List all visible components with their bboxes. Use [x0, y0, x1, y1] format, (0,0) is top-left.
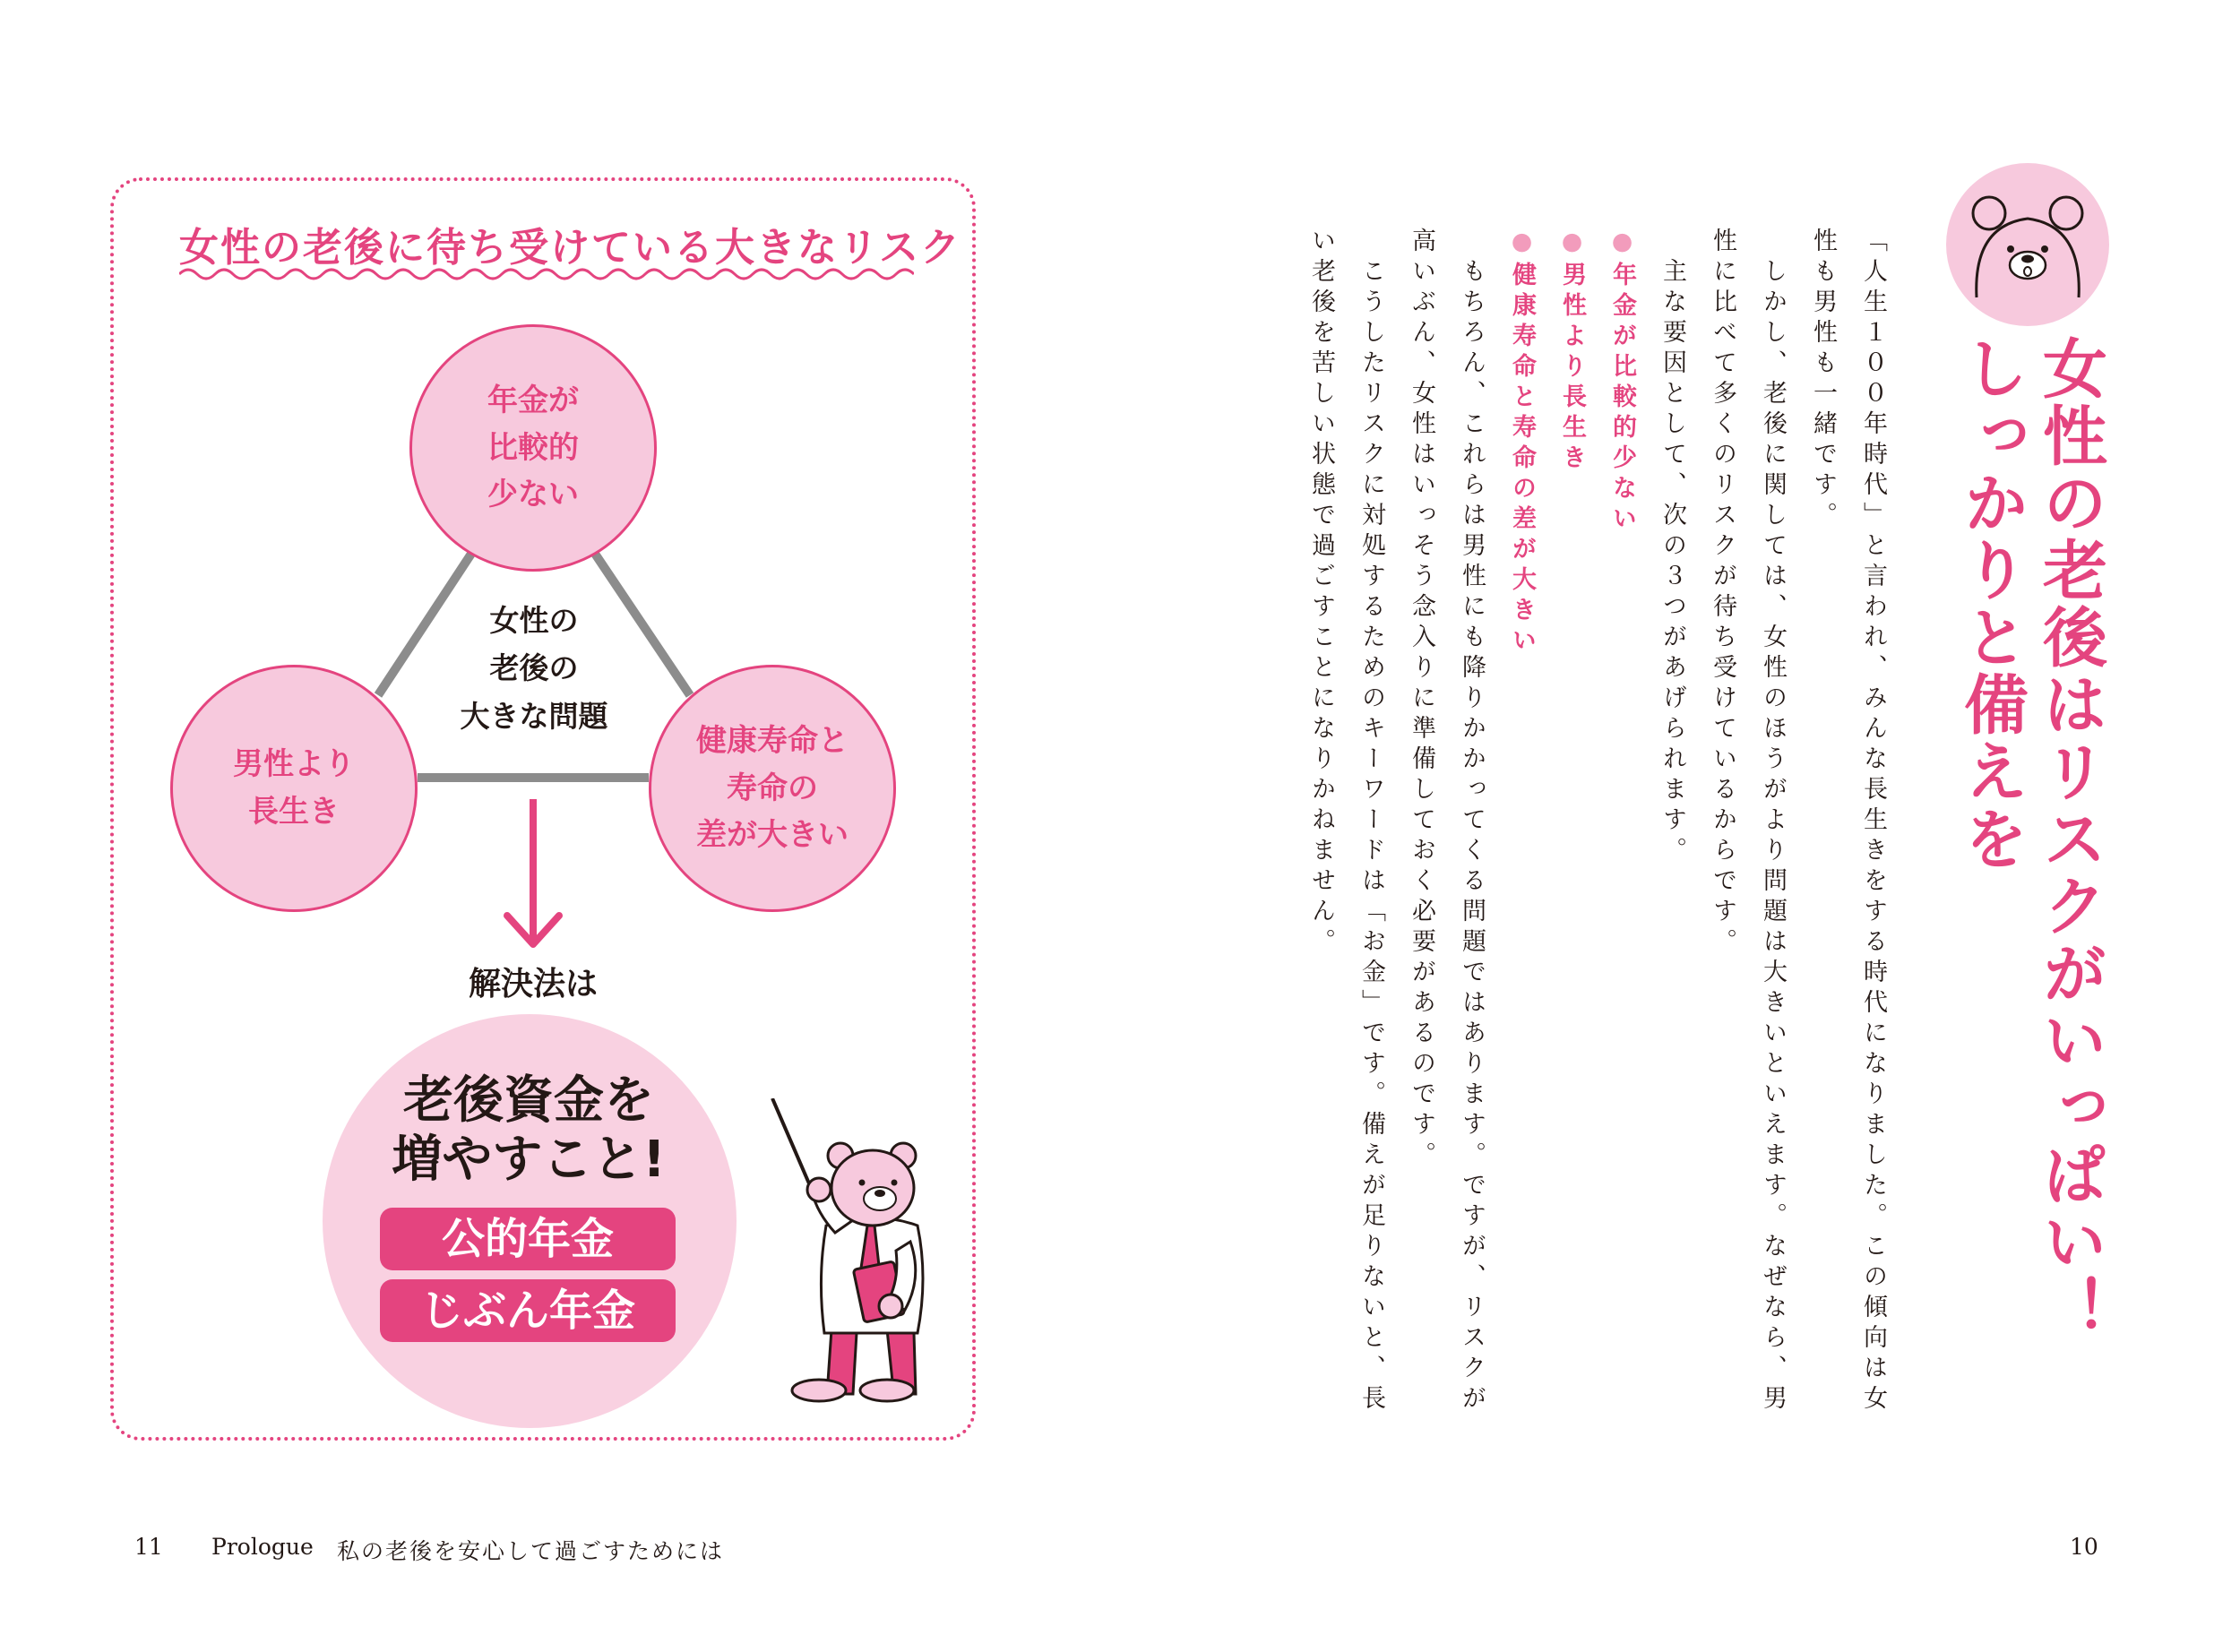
body-text: [1271, 228, 1898, 1428]
solution-label: 解決法は: [468, 966, 598, 1002]
paragraph-5: こうしたリスクに対処するためのキーワードは「お金」です。備えが足りないと、長い老後を苦しい状態で過ごすことになりかねません。: [1307, 228, 1385, 1415]
footer-chapter-label: Prologue: [211, 1534, 314, 1560]
risk-circle-longevity: [170, 665, 418, 912]
solution-item-private-pension: じぶん年金: [380, 1279, 676, 1342]
page-number-left: 11: [134, 1534, 163, 1560]
risk-circle-pension: [409, 324, 657, 572]
paragraph-1: 「人生１００年時代」と言われ、みんな長生きをする時代になりました。この傾向は女性も男性も一緒です。: [1809, 228, 1887, 1415]
risk-circle-health-gap: [649, 665, 896, 912]
risk-label-pension: 年金が 比較的 少ない: [487, 382, 579, 513]
solution-item-public-pension: 公的年金: [380, 1208, 676, 1270]
paragraph-3: 主な要因として、次の３つがあげられます。: [1658, 258, 1686, 867]
page-heading: 女性の老後はリスクがいっぱい！ しっかりと備えを: [1953, 335, 2107, 1343]
bullet-dot: ●: [1558, 228, 1586, 262]
bullet-dot: ●: [1508, 228, 1536, 262]
paragraph-2: しかし、老後に関しては、女性のほうがより問題は大きいといえます。なぜなら、男性に比べて多くのリスクが待ち受けているからです。: [1709, 228, 1787, 1415]
bear-face-icon: [1946, 163, 2109, 326]
risk-label-longevity: 男性より 長生き: [233, 746, 355, 830]
footer-chapter-title: 私の老後を安心して過ごすためには: [337, 1538, 725, 1564]
bear-teacher-illustration: [753, 1098, 968, 1403]
bullet-dot: ●: [1608, 228, 1636, 262]
bullet-item-health-gap: 健康寿命と寿命の差が大きい: [1508, 262, 1536, 658]
figure-title: 女性の老後に待ち受けている大きなリスク: [179, 225, 962, 271]
bullet-item-pension: 年金が比較的少ない: [1608, 262, 1636, 536]
down-arrow-icon: [507, 799, 559, 944]
page-number-right: 10: [2070, 1534, 2098, 1560]
risk-label-health-gap: 健康寿命と 寿命の 差が大きい: [696, 722, 849, 854]
solution-main-text: 老後資金を 増やすこと!: [392, 1071, 666, 1190]
paragraph-4: もちろん、これらは男性にも降りかかってくる問題ではあります。ですが、リスクが高いぶん、女性はいっそう念入りに準備しておく必要があるのです。: [1408, 228, 1486, 1415]
center-problem-label: 女性の 老後の 大きな問題: [460, 603, 608, 734]
bullet-item-longevity: 男性より長生き: [1558, 262, 1586, 475]
